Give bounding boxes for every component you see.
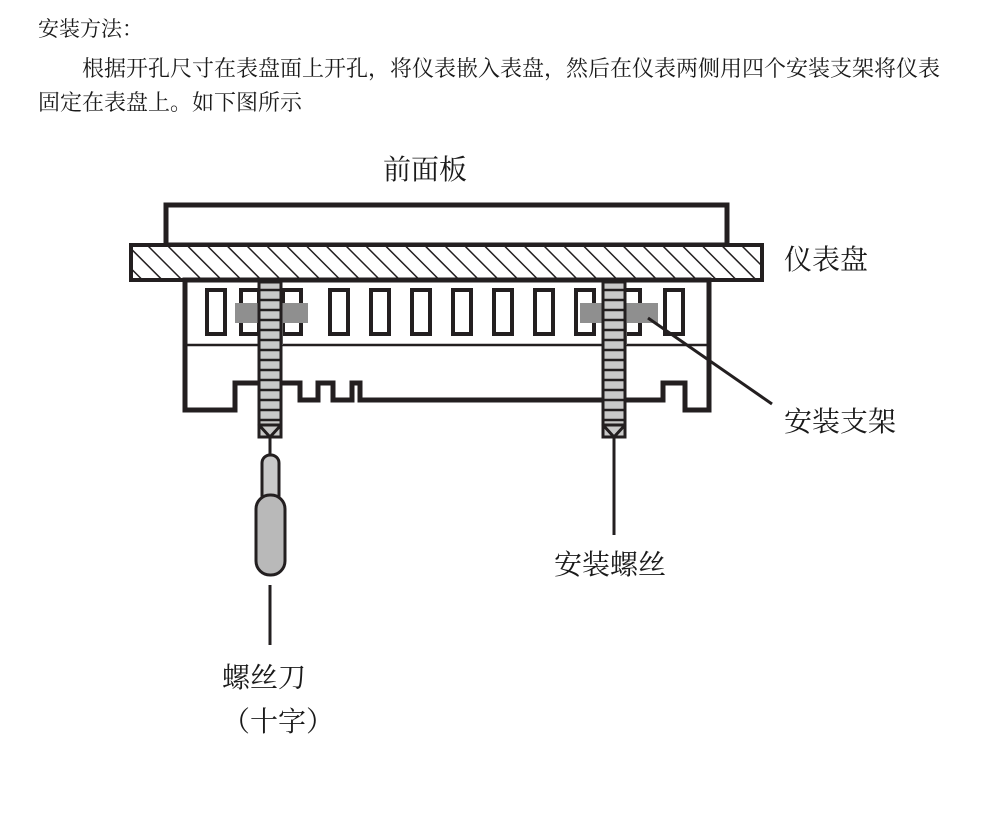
vent-slot (207, 290, 225, 334)
label-mounting-bracket: 安装支架 (784, 407, 897, 438)
intro-title: 安装方法： (38, 17, 143, 41)
vent-slot (412, 290, 430, 334)
vent-slot (535, 290, 553, 334)
label-panel-board: 仪表盘 (784, 245, 869, 276)
label-screwdriver-sub: （十字） (222, 707, 335, 738)
vent-slot (494, 290, 512, 334)
vent-slot (665, 290, 683, 334)
intro-body: 根据开孔尺寸在表盘面上开孔，将仪表嵌入表盘，然后在仪表两侧用四个安装支架将仪表固定在表盘上。如下图所示 (38, 56, 941, 116)
label-front-panel: 前面板 (383, 155, 468, 186)
vent-slot (371, 290, 389, 334)
mounting-screw-left (259, 282, 281, 437)
screwdriver-tool (256, 437, 285, 575)
vent-slot (453, 290, 471, 334)
panel-board-hatched-bar (131, 245, 762, 280)
front-panel-body (166, 205, 727, 245)
mounting-screw-right (603, 282, 625, 437)
vent-slot (330, 290, 348, 334)
label-screwdriver: 螺丝刀 (222, 663, 307, 694)
label-mounting-screw: 安装螺丝 (554, 550, 667, 581)
